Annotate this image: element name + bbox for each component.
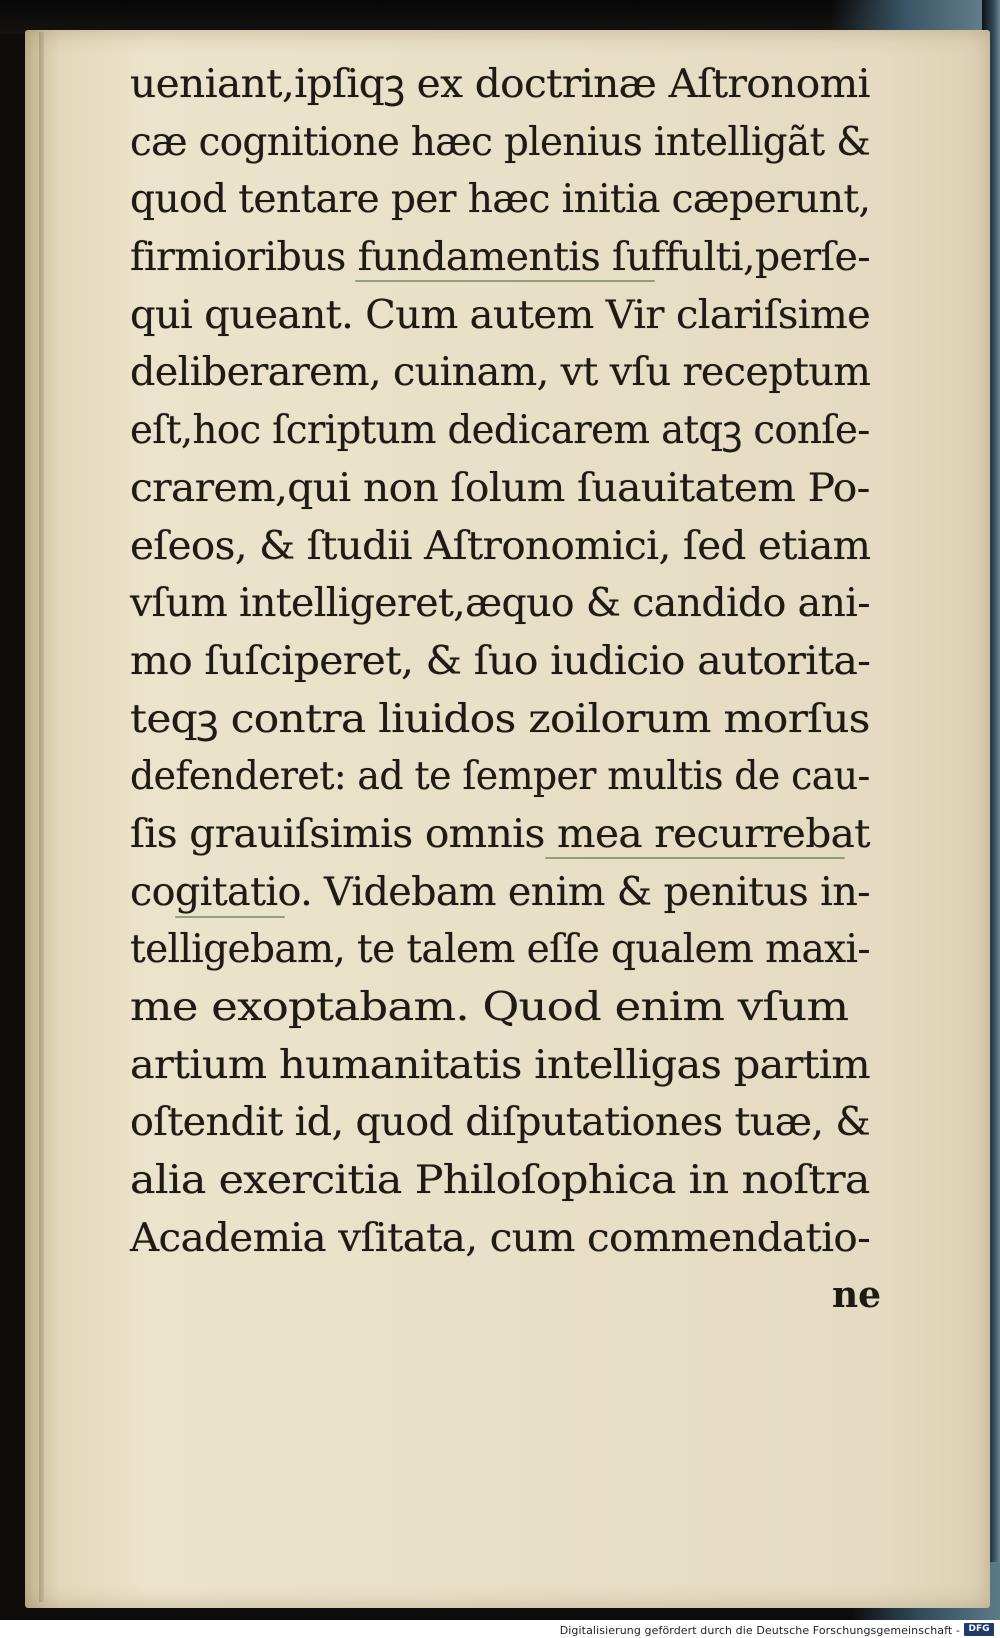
text-line: ſis grauiſsimis omnis mea recurrebat [130,811,870,857]
footer-credit-text: Digitalisierung gefördert durch die Deutsche Forschungsgemeinschaft - [559,1624,960,1637]
digitization-footer [0,1620,1000,1638]
page-body-text [130,56,890,1267]
text-line: me exoptabam. Quod enim vſum [130,985,849,1030]
text-line: vſum intelligeret,æquo & candido ani- [130,581,870,627]
text-line: telligebam, te talem eſſe qualem maxi- [130,927,870,973]
catchword: ne [832,1274,882,1316]
dfg-logo-icon: DFG [964,1623,994,1636]
text-line: firmioribus fundamentis ſuffulti,perſe- [130,235,871,281]
text-line: eſt,hoc ſcriptum dedicarem atqꝫ conſe- [130,408,870,454]
text-line: alia exercitia Philoſophica in noſtra [130,1158,870,1204]
text-line: qui queant. Cum autem Vir clariſsime [130,292,871,338]
text-line: eſeos, & ſtudii Aſtronomici, ſed etiam [130,523,871,569]
text-line: cæ cognitione hæc plenius intelligãt & [130,119,871,165]
text-line: cogitatio. Videbam enim & penitus in- [130,869,870,915]
text-line: Academia vſitata, cum commendatio- [130,1215,871,1261]
text-line: mo ſuſciperet, & ſuo iudicio autorita- [130,638,871,684]
text-line: defenderet: ad te ſemper multis de cau- [130,754,870,800]
text-line: deliberarem, cuinam, vt vſu receptum [130,350,871,396]
text-line: ueniant,ipſiqꝫ ex doctrinæ Aſtronomi [130,62,870,107]
text-line: teqꝫ contra liuidos zoilorum morſus [130,696,870,742]
book-cover-edge-top [830,0,1000,34]
text-line: quod tentare per hæc initia cæperunt, [130,177,871,223]
text-line: oſtendit id, quod diſputationes tuæ, & [130,1100,871,1146]
page-gutter-edge [39,32,44,1602]
text-line: artium humanitatis intelligas partim [130,1042,871,1088]
text-line: crarem,qui non ſolum ſuauitatem Po- [130,465,870,511]
